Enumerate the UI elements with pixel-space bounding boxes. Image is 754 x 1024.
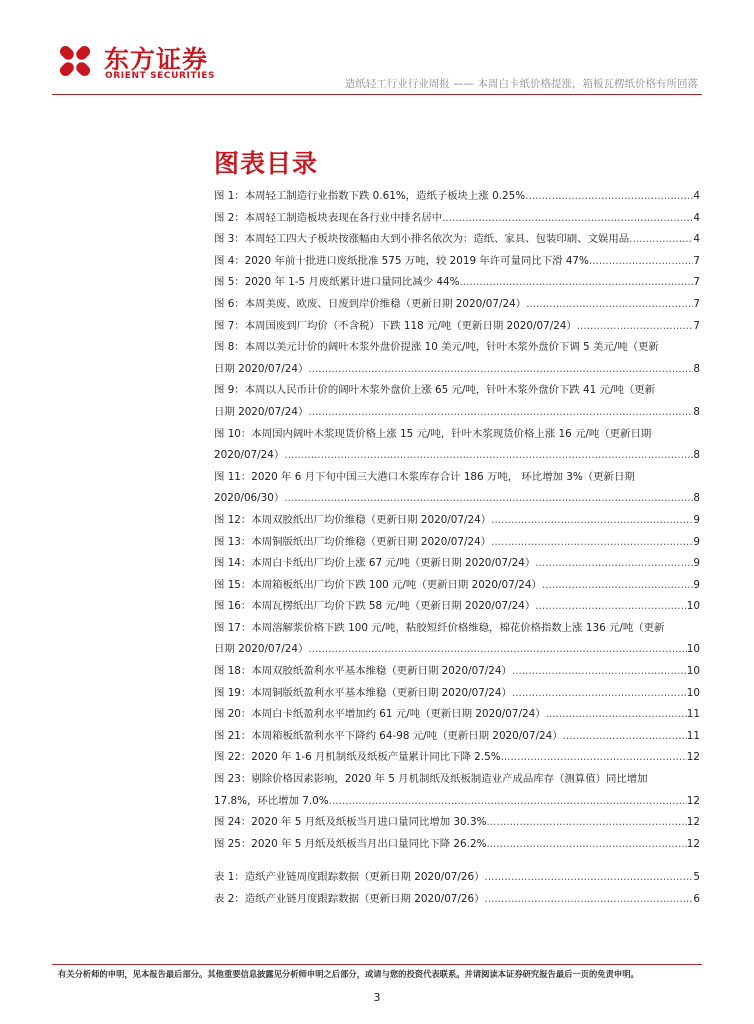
toc-entry-table-2[interactable] xyxy=(214,889,700,911)
toc-entry-page: 11 xyxy=(686,729,700,742)
logo-chinese-name: 东方证券 xyxy=(104,45,209,74)
toc-entry-figure-12[interactable] xyxy=(214,510,700,532)
toc-entry-page: 9 xyxy=(693,535,700,548)
toc-leader-dots xyxy=(563,726,687,748)
toc-entry-label: 图 3：本周轻工四大子板块按涨幅由大到小排名依次为：造纸、家具、包装印刷、文娱用品 xyxy=(214,233,630,246)
footer-disclaimer: 有关分析师的申明，见本报告最后部分。其他重要信息披露见分析师申明之后部分，或请与您的投资代表联系。并请阅读本证券研究报告最后一页的免责申明。 xyxy=(58,969,639,979)
toc-entry-label-line2: 日期 2020/07/24） xyxy=(214,643,309,656)
toc-entry-page: 9 xyxy=(693,513,700,526)
toc-entry-figure-8[interactable] xyxy=(214,337,700,380)
footer-divider xyxy=(52,964,702,965)
toc-leader-dots xyxy=(485,867,694,889)
toc-leader-dots xyxy=(442,208,693,230)
toc-leader-dots xyxy=(284,488,693,510)
toc-entry-page: 6 xyxy=(693,893,700,905)
toc-entry-label: 图 7：本周国废到厂均价（不含税）下跌 118 元/吨（更新日期 2020/07/24） xyxy=(214,319,577,332)
toc-entry-figure-21[interactable] xyxy=(214,726,700,748)
toc-entry-figure-5[interactable] xyxy=(214,272,700,294)
toc-leader-dots xyxy=(589,251,693,273)
table-of-figures xyxy=(214,186,700,911)
toc-entry-page: 12 xyxy=(686,816,700,829)
toc-entry-page: 7 xyxy=(693,276,700,289)
toc-leader-dots xyxy=(491,510,693,532)
toc-entry-label: 图 6：本周美废、欧废、日废到岸价维稳（更新日期 2020/07/24） xyxy=(214,297,527,310)
toc-entry-figure-17[interactable] xyxy=(214,618,700,661)
toc-entry-label: 表 2：造纸产业链月度跟踪数据（更新日期 2020/07/26） xyxy=(214,893,485,905)
toc-title: 图表目录 xyxy=(214,149,319,178)
toc-entry-page: 4 xyxy=(693,211,700,224)
toc-entry-label-line1: 图 23：剔除价格因素影响，2020 年 5 月机制纸及纸板制造业产成品库存（测算值）同比增加 xyxy=(214,773,648,786)
toc-leader-dots xyxy=(329,791,687,813)
toc-entry-label-line1: 图 8：本周以美元计价的阔叶木浆外盘价提涨 10 美元/吨，针叶木浆外盘价下调 5 美元/吨（更新 xyxy=(214,341,659,354)
toc-entry-figure-9[interactable] xyxy=(214,380,700,423)
toc-entry-page: 8 xyxy=(693,405,700,418)
toc-leader-dots xyxy=(546,704,687,726)
toc-entry-page: 7 xyxy=(693,254,700,267)
toc-entry-label: 图 13：本周铜版纸出厂均价维稳（更新日期 2020/07/24） xyxy=(214,535,492,548)
toc-section-gap xyxy=(214,855,700,867)
toc-leader-dots xyxy=(308,402,693,424)
toc-leader-dots xyxy=(485,889,694,911)
toc-entry-label: 图 4：2020 年前十批进口废纸批准 575 万吨，较 2019 年许可量同比下滑 47% xyxy=(214,254,589,267)
report-header-title: 造纸轻工行业行业周报 —— 本周白卡纸价格提涨，箱板瓦楞纸价格有所回落 xyxy=(344,78,698,90)
toc-entry-figure-10[interactable] xyxy=(214,424,700,467)
toc-entry-label-line2: 17.8%，环比增加 7.0% xyxy=(214,794,329,807)
toc-entry-figure-23[interactable] xyxy=(214,769,700,812)
toc-entry-label-line1: 图 17：本周溶解浆价格下跌 100 元/吨，粘胶短纤价格维稳，棉花价格指数上涨 136 元/吨（更新 xyxy=(214,621,665,634)
toc-leader-dots xyxy=(491,532,693,554)
toc-entry-label: 图 18：本周双胶纸盈利水平基本维稳（更新日期 2020/07/24） xyxy=(214,665,512,678)
toc-entry-page: 10 xyxy=(686,686,700,699)
toc-entry-figure-20[interactable] xyxy=(214,704,700,726)
toc-entry-figure-19[interactable] xyxy=(214,683,700,705)
toc-entry-page: 10 xyxy=(686,665,700,678)
toc-leader-dots xyxy=(535,553,693,575)
toc-leader-dots xyxy=(486,812,686,834)
toc-entry-label-line2: 2020/06/30） xyxy=(214,492,285,505)
toc-entry-page: 9 xyxy=(693,557,700,570)
orient-logo-icon xyxy=(52,38,98,84)
toc-leader-dots xyxy=(512,683,687,705)
toc-entry-label: 图 14：本周白卡纸出厂均价上涨 67 元/吨（更新日期 2020/07/24） xyxy=(214,557,536,570)
toc-entry-label-line1: 图 9：本周以人民币计价的阔叶木浆外盘价上涨 65 元/吨，针叶木浆外盘价下跌 41 元/吨（更新 xyxy=(214,384,656,397)
toc-entry-label: 图 20：本周白卡纸盈利水平增加约 61 元/吨（更新日期 2020/07/24） xyxy=(214,708,546,721)
toc-entry-figure-22[interactable] xyxy=(214,747,700,769)
toc-entry-label-line2: 2020/07/24） xyxy=(214,449,285,462)
company-logo xyxy=(52,38,232,84)
toc-entry-page: 10 xyxy=(686,600,700,613)
toc-leader-dots xyxy=(308,359,693,381)
toc-entry-label-line2: 日期 2020/07/24） xyxy=(214,362,309,375)
toc-entry-page: 7 xyxy=(693,297,700,310)
toc-entry-label: 图 21：本周箱板纸盈利水平下降约 64-98 元/吨（更新日期 2020/07/24） xyxy=(214,729,563,742)
toc-leader-dots xyxy=(308,639,686,661)
toc-entry-label: 图 25：2020 年 5 月纸及纸板当月出口量同比下降 26.2% xyxy=(214,837,487,850)
toc-leader-dots xyxy=(512,661,687,683)
toc-entry-page: 11 xyxy=(686,708,700,721)
toc-entry-figure-18[interactable] xyxy=(214,661,700,683)
toc-entry-page: 10 xyxy=(686,643,700,656)
toc-leader-dots xyxy=(577,316,694,338)
toc-leader-dots xyxy=(535,596,687,618)
toc-entry-figure-14[interactable] xyxy=(214,553,700,575)
toc-entry-label: 图 16：本周瓦楞纸出厂均价下跌 58 元/吨（更新日期 2020/07/24） xyxy=(214,600,536,613)
logo-english-name: ORIENT SECURITIES xyxy=(105,71,216,81)
toc-entry-figure-4[interactable] xyxy=(214,251,700,273)
toc-entry-page: 7 xyxy=(693,319,700,332)
toc-entry-table-1[interactable] xyxy=(214,867,700,889)
toc-leader-dots xyxy=(526,294,693,316)
toc-entry-figure-2[interactable] xyxy=(214,208,700,230)
toc-leader-dots xyxy=(629,229,693,251)
toc-entry-page: 12 xyxy=(686,794,700,807)
page-number: 3 xyxy=(373,991,381,1004)
toc-entry-figure-11[interactable] xyxy=(214,467,700,510)
toc-entry-label: 图 5：2020 年 1-5 月废纸累计进口量同比减少 44% xyxy=(214,276,460,289)
toc-entry-figure-3[interactable] xyxy=(214,229,700,251)
toc-entry-page: 8 xyxy=(693,492,700,505)
toc-entry-label: 图 24：2020 年 5 月纸及纸板当月进口量同比增加 30.3% xyxy=(214,816,487,829)
toc-leader-dots xyxy=(501,747,687,769)
toc-entry-figure-7[interactable] xyxy=(214,316,700,338)
toc-entry-page: 8 xyxy=(693,449,700,462)
toc-leader-dots xyxy=(525,186,693,208)
toc-entry-label: 表 1：造纸产业链周度跟踪数据（更新日期 2020/07/26） xyxy=(214,871,485,884)
toc-entry-label-line1: 图 10：本周国内阔叶木浆现货价格上涨 15 元/吨，针叶木浆现货价格上涨 16 元/吨（更新日期 xyxy=(214,427,652,440)
toc-leader-dots xyxy=(542,575,694,597)
toc-entry-figure-6[interactable] xyxy=(214,294,700,316)
toc-entry-label: 图 15：本周箱板纸出厂均价下跌 100 元/吨（更新日期 2020/07/24） xyxy=(214,578,542,591)
toc-entry-figure-25[interactable] xyxy=(214,834,700,856)
toc-leader-dots xyxy=(486,834,686,856)
toc-entry-figure-16[interactable] xyxy=(214,596,700,618)
header-divider xyxy=(52,94,702,95)
toc-entry-page: 12 xyxy=(686,837,700,850)
toc-entry-label-line2: 日期 2020/07/24） xyxy=(214,405,309,418)
toc-entry-label-line1: 图 11：2020 年 6 月下旬中国三大港口木浆库存合计 186 万吨， 环比增加 3%（更新日期 xyxy=(214,470,635,483)
toc-entry-figure-15[interactable] xyxy=(214,575,700,597)
toc-entry-page: 4 xyxy=(693,190,700,202)
toc-entry-page: 5 xyxy=(693,871,700,884)
toc-entry-figure-24[interactable] xyxy=(214,812,700,834)
toc-entry-label: 图 1：本周轻工制造行业指数下跌 0.61%，造纸子板块上涨 0.25% xyxy=(214,190,526,202)
toc-entry-label: 图 22：2020 年 1-6 月机制纸及纸板产量累计同比下降 2.5% xyxy=(214,751,501,764)
toc-entry-page: 9 xyxy=(693,578,700,591)
toc-entry-figure-1[interactable] xyxy=(214,186,700,208)
toc-entry-page: 8 xyxy=(693,362,700,375)
toc-leader-dots xyxy=(284,445,693,467)
toc-entry-figure-13[interactable] xyxy=(214,532,700,554)
toc-entry-label: 图 2：本周轻工制造板块表现在各行业中排名居中 xyxy=(214,211,443,224)
toc-entry-page: 12 xyxy=(686,751,700,764)
toc-entry-label: 图 12：本周双胶纸出厂均价维稳（更新日期 2020/07/24） xyxy=(214,513,492,526)
toc-entry-label: 图 19：本周铜版纸盈利水平基本维稳（更新日期 2020/07/24） xyxy=(214,686,512,699)
toc-entry-page: 4 xyxy=(693,233,700,246)
toc-leader-dots xyxy=(460,272,694,294)
